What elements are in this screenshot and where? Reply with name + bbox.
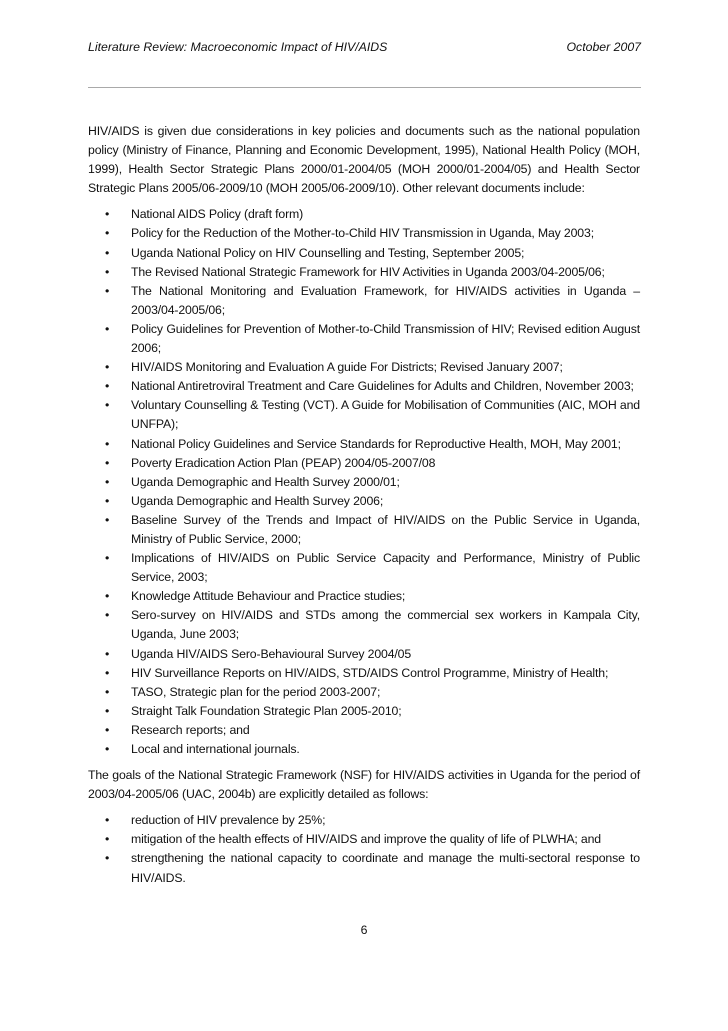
- list-item: • Uganda Demographic and Health Survey 2000/01;: [88, 473, 640, 492]
- list-item: • Uganda Demographic and Health Survey 2006;: [88, 492, 640, 511]
- bullet-icon: •: [105, 398, 110, 413]
- bullet-icon: •: [105, 551, 110, 566]
- bullet-icon: •: [105, 360, 110, 375]
- bullet-icon: •: [105, 646, 110, 661]
- list-item: • Policy for the Reduction of the Mother-to-Child HIV Transmission in Uganda, May 2003;: [88, 224, 640, 243]
- list-item: • National Antiretroviral Treatment and Care Guidelines for Adults and Children, November 2003;: [88, 377, 640, 396]
- header-title: Literature Review: Macroeconomic Impact of HIV/AIDS: [88, 40, 388, 54]
- bullet-icon: •: [105, 665, 110, 680]
- bullet-icon: •: [105, 684, 110, 699]
- bullet-icon: •: [105, 264, 110, 279]
- bullet-icon: •: [105, 436, 110, 451]
- list-item: • Straight Talk Foundation Strategic Plan 2005-2010;: [88, 702, 640, 721]
- bullet-icon: •: [105, 742, 110, 756]
- list-item: • HIV/AIDS Monitoring and Evaluation A guide For Districts; Revised January 2007;: [88, 358, 640, 377]
- goals-paragraph: The goals of the National Strategic Framework (NSF) for HIV/AIDS activities in Uganda for the period of 2003/04-2005/06 (UAC, 2004b) are explicitly detailed as follows:: [88, 768, 640, 802]
- list-item: • Uganda HIV/AIDS Sero-Behavioural Survey 2004/05: [88, 645, 640, 664]
- document-body: [88, 122, 640, 895]
- list-item: • mitigation of the health effects of HIV/AIDS and improve the quality of life of PLWHA; and: [88, 830, 640, 849]
- bullet-icon: •: [105, 493, 110, 508]
- bullet-icon: •: [105, 226, 110, 241]
- list-item: • Implications of HIV/AIDS on Public Service Capacity and Performance, Ministry of Public Service, 2003;: [105, 551, 640, 585]
- bullet-icon: •: [105, 207, 110, 222]
- list-item: • National AIDS Policy (draft form): [88, 205, 640, 224]
- list-item: • Poverty Eradication Action Plan (PEAP) 2004/05-2007/08: [88, 454, 640, 473]
- documents-list: [88, 205, 640, 759]
- list-item: • Policy Guidelines for Prevention of Mother-to-Child Transmission of HIV; Revised edition August 2006;: [105, 321, 640, 356]
- bullet-icon: •: [105, 474, 110, 489]
- bullet-icon: •: [105, 608, 110, 623]
- list-item: • Knowledge Attitude Behaviour and Practice studies;: [88, 587, 640, 606]
- list-item: • HIV Surveillance Reports on HIV/AIDS, STD/AIDS Control Programme, Ministry of Health;: [88, 664, 640, 683]
- page-number: 6: [360, 923, 368, 937]
- list-item: • Research reports; and: [88, 721, 640, 740]
- list-item: • The National Monitoring and Evaluation Framework, for HIV/AIDS activities in Uganda – 2003/04-2005/06;: [105, 283, 640, 317]
- bullet-icon: •: [105, 283, 110, 298]
- bullet-icon: •: [105, 589, 110, 604]
- list-item: • Voluntary Counselling & Testing (VCT). A Guide for Mobilisation of Communities (AIC, MOH and UNFPA);: [105, 398, 640, 432]
- list-item: • reduction of HIV prevalence by 25%;: [88, 811, 640, 830]
- bullet-icon: •: [105, 379, 110, 394]
- list-item: • strengthening the national capacity to coordinate and manage the multi-sectoral response to HIV/AIDS.: [105, 851, 640, 885]
- bullet-icon: •: [105, 851, 110, 866]
- intro-paragraph: HIV/AIDS is given due considerations in key policies and documents such as the national population policy (Ministry of Finance, Planning and Economic Development, 1995), National Health Policy (MOH, 1999), Health Sector Strategic Plans 2000/01-2004/05 (MOH 2000/01-2004/05) and Health Sector Strategic Plans 2005/06-2009/10 (MOH 2005/06-2009/10). Other relevant documents include:: [88, 124, 640, 196]
- header-date: October 2007: [566, 40, 641, 54]
- bullet-icon: •: [105, 813, 110, 828]
- list-item: • National Policy Guidelines and Service Standards for Reproductive Health, MOH, May 2001;: [88, 435, 640, 454]
- bullet-icon: •: [105, 703, 110, 718]
- bullet-icon: •: [105, 455, 110, 470]
- list-item: • Sero-survey on HIV/AIDS and STDs among the commercial sex workers in Kampala City, Uganda, June 2003;: [105, 608, 640, 642]
- list-item: • Local and international journals.: [88, 740, 640, 759]
- header-divider: [88, 87, 641, 88]
- page-header: [88, 40, 641, 54]
- list-item: • TASO, Strategic plan for the period 2003-2007;: [88, 683, 640, 702]
- bullet-icon: •: [105, 722, 110, 737]
- bullet-icon: •: [105, 245, 110, 260]
- list-item: • The Revised National Strategic Framework for HIV Activities in Uganda 2003/04-2005/06;: [88, 263, 640, 282]
- list-item: • Uganda National Policy on HIV Counselling and Testing, September 2005;: [88, 244, 640, 263]
- goals-list: [88, 811, 640, 887]
- bullet-icon: •: [105, 512, 110, 527]
- bullet-icon: •: [105, 832, 110, 847]
- list-item: • Baseline Survey of the Trends and Impact of HIV/AIDS on the Public Service in Uganda, Ministry of Public Service, 2000;: [105, 512, 640, 546]
- bullet-icon: •: [105, 321, 110, 336]
